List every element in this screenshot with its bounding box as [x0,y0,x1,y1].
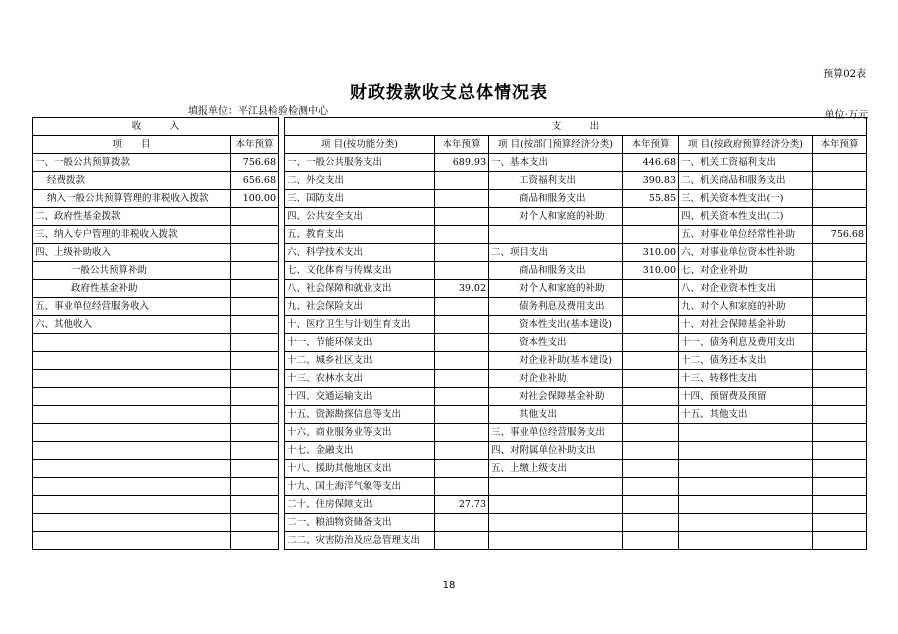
econ-gov-item: 十五、其他支出 [679,406,813,424]
income-item [33,460,231,478]
func-item: 十六、商业服务业等支出 [285,424,435,442]
econ-gov-budget [813,370,867,388]
col-econ-dept-budget: 本年预算 [623,136,679,154]
income-item: 四、上级补助收入 [33,244,231,262]
econ-dept-budget: 310.00 [623,244,679,262]
table-row [33,406,867,424]
income-budget [231,406,279,424]
func-budget [435,370,489,388]
econ-dept-budget [623,370,679,388]
econ-gov-budget [813,352,867,370]
func-budget [435,442,489,460]
money-unit: 单位:万元 [824,110,868,121]
econ-gov-budget [813,154,867,172]
income-item [33,406,231,424]
table-row [33,442,867,460]
filling-unit: 填报单位：平江县检验检测中心 [188,106,328,117]
econ-gov-item [679,424,813,442]
econ-gov-budget [813,280,867,298]
income-item: 三、纳入专户管理的非税收入拨款 [33,226,231,244]
econ-dept-item: 商品和服务支出 [489,190,623,208]
econ-dept-budget [623,352,679,370]
table-row [33,208,867,226]
func-item: 二二、灾害防治及应急管理支出 [285,532,435,550]
econ-gov-budget [813,334,867,352]
econ-gov-item [679,532,813,550]
income-item [33,388,231,406]
func-budget: 689.93 [435,154,489,172]
econ-dept-item: 一、基本支出 [489,154,623,172]
econ-gov-item: 四、机关资本性支出(二) [679,208,813,226]
func-item: 十三、农林水支出 [285,370,435,388]
econ-gov-budget [813,478,867,496]
table-row [33,172,867,190]
econ-gov-budget [813,190,867,208]
table-row [33,154,867,172]
income-item: 纳入一般公共预算管理的非税收入拨款 [33,190,231,208]
income-budget [231,352,279,370]
income-budget [231,208,279,226]
income-budget [231,496,279,514]
econ-gov-budget [813,532,867,550]
income-item: 政府性基金补助 [33,280,231,298]
econ-dept-item: 对个人和家庭的补助 [489,208,623,226]
econ-dept-item: 工资福利支出 [489,172,623,190]
func-budget [435,478,489,496]
econ-gov-budget [813,208,867,226]
func-item: 六、科学技术支出 [285,244,435,262]
table-row [33,280,867,298]
income-budget [231,478,279,496]
income-budget [231,316,279,334]
func-budget: 39.02 [435,280,489,298]
income-budget [231,514,279,532]
econ-dept-budget [623,226,679,244]
econ-dept-budget [623,496,679,514]
table-row [33,298,867,316]
col-econ-dept-item: 项 目(按部门预算经济分类) [489,136,623,154]
econ-gov-budget [813,388,867,406]
econ-dept-budget [623,442,679,460]
func-budget [435,424,489,442]
econ-gov-item: 八、对企业资本性支出 [679,280,813,298]
econ-gov-item: 七、对企业补助 [679,262,813,280]
func-budget [435,244,489,262]
table-row [33,334,867,352]
econ-gov-item: 六、对事业单位资本性补助 [679,244,813,262]
page-title: 财政拨款收支总体情况表 [350,83,548,103]
econ-gov-budget [813,244,867,262]
income-item [33,370,231,388]
econ-dept-item: 债务利息及费用支出 [489,298,623,316]
income-budget [231,460,279,478]
table-row [33,370,867,388]
income-budget [231,280,279,298]
income-budget: 656.68 [231,172,279,190]
col-func-budget: 本年预算 [435,136,489,154]
income-item: 五、事业单位经营服务收入 [33,298,231,316]
income-budget [231,298,279,316]
func-budget [435,406,489,424]
budget-table [32,117,867,550]
econ-dept-item: 其他支出 [489,406,623,424]
econ-dept-item [489,496,623,514]
econ-gov-budget [813,172,867,190]
econ-gov-item: 十二、债务还本支出 [679,352,813,370]
table-row [33,496,867,514]
income-item [33,532,231,550]
econ-gov-budget [813,316,867,334]
econ-gov-budget [813,460,867,478]
econ-dept-budget [623,514,679,532]
econ-gov-item: 十一、债务利息及费用支出 [679,334,813,352]
income-budget [231,532,279,550]
econ-gov-budget: 756.68 [813,226,867,244]
econ-dept-item: 对企业补助(基本建设) [489,352,623,370]
econ-dept-item: 资本性支出(基本建设) [489,316,623,334]
econ-dept-budget [623,208,679,226]
income-budget [231,424,279,442]
func-budget [435,226,489,244]
econ-gov-item [679,442,813,460]
func-item: 二、外交支出 [285,172,435,190]
func-item: 十八、援助其他地区支出 [285,460,435,478]
func-item: 九、社会保险支出 [285,298,435,316]
econ-gov-item: 十三、转移性支出 [679,370,813,388]
econ-dept-item: 三、事业单位经营服务支出 [489,424,623,442]
income-budget [231,244,279,262]
func-budget [435,208,489,226]
econ-gov-budget [813,298,867,316]
econ-gov-item: 二、机关商品和服务支出 [679,172,813,190]
income-item [33,424,231,442]
col-income-item: 项 目 [33,136,231,154]
econ-dept-budget [623,460,679,478]
expense-header: 支 出 [285,118,867,136]
func-budget: 27.73 [435,496,489,514]
income-item: 一、一般公共预算拨款 [33,154,231,172]
income-budget [231,262,279,280]
econ-dept-budget: 55.85 [623,190,679,208]
econ-gov-item: 十、对社会保障基金补助 [679,316,813,334]
econ-dept-budget [623,334,679,352]
func-budget [435,388,489,406]
income-budget: 100.00 [231,190,279,208]
form-code: 预算02表 [823,69,866,80]
income-budget: 756.68 [231,154,279,172]
func-item: 八、社会保障和就业支出 [285,280,435,298]
group-header-row [33,118,867,136]
column-header-row [33,136,867,154]
econ-gov-item: 五、对事业单位经常性补助 [679,226,813,244]
econ-gov-budget [813,514,867,532]
income-item: 经费拨款 [33,172,231,190]
func-budget [435,334,489,352]
income-item [33,334,231,352]
econ-gov-item: 十四、预留费及预留 [679,388,813,406]
econ-gov-item: 三、机关资本性支出(一) [679,190,813,208]
income-budget [231,334,279,352]
func-item: 十二、城乡社区支出 [285,352,435,370]
econ-dept-item [489,532,623,550]
func-item: 十四、交通运输支出 [285,388,435,406]
func-budget [435,352,489,370]
econ-dept-item: 资本性支出 [489,334,623,352]
func-item: 二一、粮油物资储备支出 [285,514,435,532]
income-item [33,442,231,460]
budget-body [33,154,867,550]
table-row [33,316,867,334]
econ-dept-item: 五、上缴上级支出 [489,460,623,478]
table-row [33,424,867,442]
econ-dept-item: 商品和服务支出 [489,262,623,280]
func-budget [435,514,489,532]
econ-dept-budget [623,316,679,334]
econ-dept-item: 对个人和家庭的补助 [489,280,623,298]
table-row [33,244,867,262]
func-budget [435,532,489,550]
income-item: 一般公共预算补助 [33,262,231,280]
econ-dept-item: 四、对附属单位补助支出 [489,442,623,460]
econ-dept-budget [623,388,679,406]
func-item: 五、教育支出 [285,226,435,244]
income-budget [231,370,279,388]
func-budget [435,298,489,316]
func-item: 四、公共安全支出 [285,208,435,226]
econ-dept-budget [623,406,679,424]
econ-dept-budget [623,298,679,316]
func-budget [435,172,489,190]
econ-gov-budget [813,424,867,442]
econ-dept-budget [623,280,679,298]
econ-dept-item [489,478,623,496]
col-econ-gov-budget: 本年预算 [813,136,867,154]
func-item: 十五、资源勘探信息等支出 [285,406,435,424]
econ-dept-budget [623,478,679,496]
econ-dept-budget [623,424,679,442]
income-item: 二、政府性基金拨款 [33,208,231,226]
income-budget [231,388,279,406]
econ-gov-item: 九、对个人和家庭的补助 [679,298,813,316]
econ-gov-item [679,496,813,514]
func-item: 十一、节能环保支出 [285,334,435,352]
table-row [33,460,867,478]
func-item: 三、国防支出 [285,190,435,208]
table-row [33,532,867,550]
income-item: 六、其他收入 [33,316,231,334]
income-item [33,514,231,532]
econ-gov-item [679,478,813,496]
econ-dept-item [489,226,623,244]
func-item: 十七、金融支出 [285,442,435,460]
table-row [33,478,867,496]
econ-gov-budget [813,442,867,460]
econ-gov-item [679,460,813,478]
func-item: 十、医疗卫生与计划生育支出 [285,316,435,334]
econ-dept-budget [623,532,679,550]
table-row [33,226,867,244]
col-econ-gov-item: 项 目(按政府预算经济分类) [679,136,813,154]
econ-gov-budget [813,406,867,424]
income-header: 收 入 [33,118,279,136]
econ-gov-budget [813,496,867,514]
econ-dept-budget: 446.68 [623,154,679,172]
col-func-item: 项 目(按功能分类) [285,136,435,154]
econ-dept-item: 对社会保障基金补助 [489,388,623,406]
econ-gov-budget [813,262,867,280]
table-row [33,514,867,532]
table-row [33,190,867,208]
func-budget [435,190,489,208]
income-item [33,352,231,370]
income-item [33,496,231,514]
income-budget [231,226,279,244]
func-budget [435,262,489,280]
econ-gov-item [679,514,813,532]
econ-dept-budget: 310.00 [623,262,679,280]
table-row [33,262,867,280]
table-row [33,352,867,370]
page-number: 18 [442,580,456,591]
func-item: 一、一般公共服务支出 [285,154,435,172]
table-row [33,388,867,406]
func-budget [435,460,489,478]
econ-dept-item: 对企业补助 [489,370,623,388]
econ-dept-item [489,514,623,532]
econ-gov-item: 一、机关工资福利支出 [679,154,813,172]
econ-dept-budget: 390.83 [623,172,679,190]
col-income-budget: 本年预算 [231,136,279,154]
econ-dept-item: 二、项目支出 [489,244,623,262]
func-item: 二十、住房保障支出 [285,496,435,514]
income-item [33,478,231,496]
func-budget [435,316,489,334]
func-item: 十九、国土海洋气象等支出 [285,478,435,496]
func-item: 七、文化体育与传媒支出 [285,262,435,280]
income-budget [231,442,279,460]
